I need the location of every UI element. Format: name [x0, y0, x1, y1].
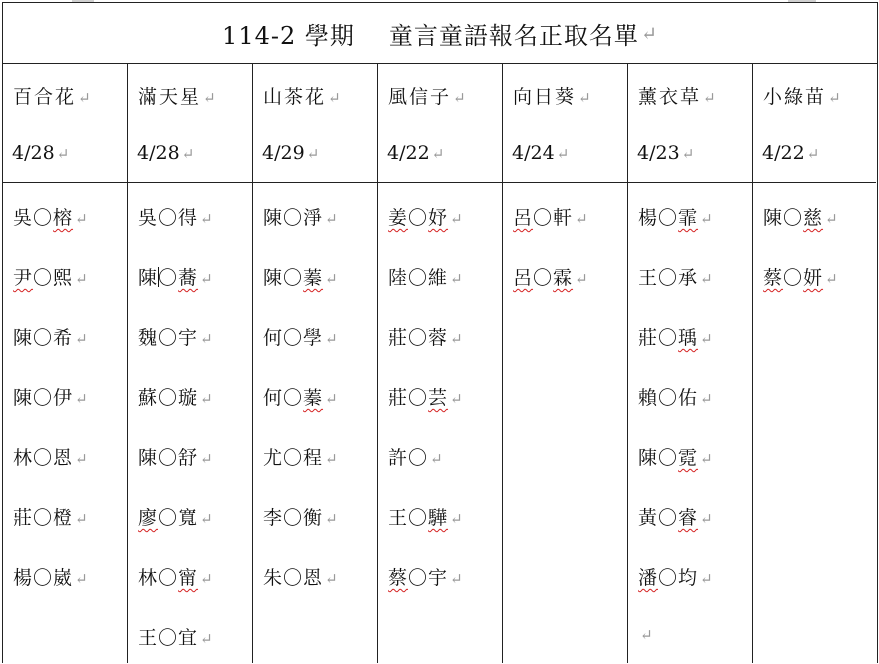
paragraph-mark-icon: ↵: [640, 21, 658, 45]
name-text: 〇熙: [33, 267, 74, 289]
paragraph-mark-icon: ↵: [200, 210, 214, 228]
student-name: [638, 263, 714, 290]
name-text: 林〇: [138, 567, 179, 589]
student-name: [388, 503, 464, 530]
spellcheck-flagged-char: 蓁: [303, 387, 324, 409]
spellcheck-flagged-char: 蔡: [388, 567, 409, 589]
name-text: 楊〇: [638, 207, 679, 229]
class-date: [12, 142, 69, 164]
name-text: 〇: [783, 267, 804, 289]
paragraph-mark-icon: ↵: [825, 270, 839, 288]
name-text: 〇軒: [533, 207, 574, 229]
name-text: 黃〇: [638, 507, 679, 529]
student-name: [13, 443, 89, 470]
student-name: [388, 383, 464, 410]
class-name-text: 小綠苗: [763, 86, 827, 108]
student-name: [388, 263, 464, 290]
name-text: 莊〇: [388, 387, 429, 409]
student-name: [263, 563, 339, 590]
paragraph-mark-icon: ↵: [431, 145, 445, 163]
name-text: 〇均: [658, 567, 699, 589]
name-text: 李〇衡: [263, 507, 324, 529]
paragraph-mark-icon: ↵: [75, 390, 89, 408]
name-text: 陳〇: [763, 207, 804, 229]
student-name: [638, 443, 714, 470]
student-name: [138, 323, 214, 350]
class-date: [137, 142, 194, 164]
student-name: [263, 383, 339, 410]
name-text: 〇寬: [158, 507, 199, 529]
class-name: [513, 82, 593, 109]
name-text: 〇: [533, 267, 554, 289]
paragraph-mark-icon: ↵: [75, 450, 89, 468]
name-text: 何〇學: [263, 327, 324, 349]
paragraph-mark-icon: ↵: [700, 570, 714, 588]
name-text: 魏〇宇: [138, 327, 199, 349]
student-name: [13, 203, 89, 230]
paragraph-mark-icon: ↵: [450, 510, 464, 528]
name-text: 〇宇: [408, 567, 449, 589]
paragraph-mark-icon: ↵: [700, 270, 714, 288]
paragraph-mark-icon: ↵: [75, 570, 89, 588]
class-date-text: 4/22: [387, 142, 430, 164]
name-text: 莊〇: [638, 327, 679, 349]
paragraph-mark-icon: ↵: [328, 89, 343, 107]
student-name: [13, 503, 89, 530]
paragraph-mark-icon: ↵: [575, 270, 589, 288]
name-text: 賴〇佑: [638, 387, 699, 409]
student-name: [263, 263, 339, 290]
name-text: 林〇恩: [13, 447, 74, 469]
paragraph-mark-icon: ↵: [325, 270, 339, 288]
paragraph-mark-icon: ↵: [825, 210, 839, 228]
paragraph-mark-icon: ↵: [75, 210, 89, 228]
class-date-text: 4/22: [762, 142, 805, 164]
name-text: 陳: [138, 267, 159, 289]
paragraph-mark-icon: ↵: [325, 330, 339, 348]
paragraph-mark-icon: ↵: [200, 330, 214, 348]
title-term: 114-2 學期: [222, 21, 355, 50]
student-name: [763, 263, 839, 290]
spellcheck-flagged-char: 呂: [513, 207, 534, 229]
student-name: [13, 563, 89, 590]
paragraph-mark-icon: ↵: [325, 390, 339, 408]
name-text: 〇: [158, 267, 179, 289]
student-name: [13, 323, 89, 350]
spellcheck-flagged-char: 芸: [428, 387, 449, 409]
student-name: [388, 203, 464, 230]
paragraph-mark-icon: ↵: [700, 330, 714, 348]
paragraph-mark-icon: ↵: [703, 89, 718, 107]
spellcheck-flagged-char: 妍: [803, 267, 824, 289]
paragraph-mark-icon: ↵: [575, 210, 589, 228]
class-header: [628, 63, 752, 183]
class-date: [262, 142, 319, 164]
class-column: [628, 63, 753, 663]
paragraph-mark-icon: ↵: [200, 510, 214, 528]
name-text: 尤〇程: [263, 447, 324, 469]
class-name-text: 向日葵: [513, 86, 577, 108]
student-name: [263, 443, 339, 470]
paragraph-mark-icon: ↵: [56, 145, 70, 163]
class-date-text: 4/24: [512, 142, 555, 164]
student-name: [13, 383, 89, 410]
class-header: [3, 63, 127, 183]
name-text: 吳〇得: [138, 207, 199, 229]
name-text: 陳〇舒: [138, 447, 199, 469]
student-name: [513, 263, 589, 290]
paragraph-mark-icon: ↵: [430, 450, 444, 468]
spellcheck-flagged-char: 廖: [138, 507, 159, 529]
paragraph-mark-icon: ↵: [325, 570, 339, 588]
class-name-text: 山茶花: [263, 86, 327, 108]
name-text: 朱〇恩: [263, 567, 324, 589]
paragraph-mark-icon: ↵: [200, 450, 214, 468]
class-name-text: 薰衣草: [638, 86, 702, 108]
student-name: [638, 203, 714, 230]
student-name: [138, 263, 214, 290]
student-name: [263, 503, 339, 530]
spellcheck-flagged-char: 慈: [803, 207, 824, 229]
name-text: 陳〇: [263, 267, 304, 289]
class-date: [387, 142, 444, 164]
student-name: [263, 323, 339, 350]
name-text: 陳〇希: [13, 327, 74, 349]
class-date-text: 4/29: [262, 142, 305, 164]
student-name: [638, 323, 714, 350]
class-header: [503, 63, 627, 183]
spellcheck-flagged-char: 霖: [553, 267, 574, 289]
class-name: [13, 82, 93, 109]
paragraph-mark-icon: ↵: [450, 390, 464, 408]
student-name: [388, 443, 444, 470]
paragraph-mark-icon: ↵: [640, 626, 654, 644]
name-text: 陸〇維: [388, 267, 449, 289]
spellcheck-flagged-char: 蓁: [303, 267, 324, 289]
paragraph-mark-icon: ↵: [700, 210, 714, 228]
class-column: [253, 63, 378, 663]
paragraph-mark-icon: ↵: [453, 89, 468, 107]
student-name: [13, 263, 89, 290]
student-name: [638, 503, 714, 530]
title-text: 童言童語報名正取名單: [388, 21, 639, 50]
student-name: [388, 323, 464, 350]
class-name-text: 百合花: [13, 86, 77, 108]
paragraph-mark-icon: ↵: [75, 510, 89, 528]
class-name: [138, 82, 218, 109]
paragraph-mark-icon: ↵: [806, 145, 820, 163]
class-header: [378, 63, 502, 183]
paragraph-mark-icon: ↵: [450, 330, 464, 348]
student-name: [138, 623, 214, 650]
name-text: 楊〇崴: [13, 567, 74, 589]
name-text: 許〇: [388, 447, 429, 469]
paragraph-mark-icon: ↵: [578, 89, 593, 107]
spellcheck-flagged-char: 睿: [678, 507, 699, 529]
paragraph-mark-icon: ↵: [681, 145, 695, 163]
paragraph-mark-icon: ↵: [200, 570, 214, 588]
spellcheck-flagged-char: 霏: [678, 207, 699, 229]
class-header: [753, 63, 876, 183]
class-date: [762, 142, 819, 164]
class-date: [512, 142, 569, 164]
paragraph-mark-icon: ↵: [306, 145, 320, 163]
paragraph-mark-icon: ↵: [200, 270, 214, 288]
student-name: [138, 443, 214, 470]
spellcheck-flagged-char: 瑀: [678, 327, 699, 349]
name-text: 莊〇蓉: [388, 327, 449, 349]
paragraph-mark-icon: ↵: [75, 270, 89, 288]
student-name: [763, 203, 839, 230]
paragraph-mark-icon: ↵: [325, 450, 339, 468]
spellcheck-flagged-char: 驊: [428, 507, 449, 529]
class-name: [263, 82, 343, 109]
student-name: [138, 203, 214, 230]
class-header: [253, 63, 377, 183]
student-name: [638, 563, 714, 590]
paragraph-mark-icon: ↵: [450, 270, 464, 288]
spellcheck-flagged-char: 甯: [178, 567, 199, 589]
student-name: [138, 383, 214, 410]
paragraph-mark-icon: ↵: [78, 89, 93, 107]
class-name-text: 滿天星: [138, 86, 202, 108]
student-name: [513, 203, 589, 230]
paragraph-mark-icon: ↵: [181, 145, 195, 163]
class-name: [388, 82, 468, 109]
name-text: 何〇: [263, 387, 304, 409]
class-column: [503, 63, 628, 663]
paragraph-mark-icon: ↵: [700, 450, 714, 468]
student-name: [638, 383, 714, 410]
class-date-text: 4/28: [137, 142, 180, 164]
class-date-text: 4/23: [637, 142, 680, 164]
spellcheck-flagged-char: 呂: [513, 267, 534, 289]
name-text: 王〇承: [638, 267, 699, 289]
class-header: [128, 63, 252, 183]
student-name: [263, 203, 339, 230]
student-name: [638, 623, 654, 645]
class-name: [638, 82, 718, 109]
paragraph-mark-icon: ↵: [325, 510, 339, 528]
roster-table: [2, 2, 878, 663]
spellcheck-flagged-char: 尹: [13, 267, 34, 289]
class-date: [637, 142, 694, 164]
name-text: 蘇〇璇: [138, 387, 199, 409]
student-name: [138, 503, 214, 530]
class-name: [763, 82, 843, 109]
name-text: 陳〇: [638, 447, 679, 469]
spellcheck-flagged-char: 蔡: [763, 267, 784, 289]
paragraph-mark-icon: ↵: [203, 89, 218, 107]
paragraph-mark-icon: ↵: [75, 330, 89, 348]
class-column: [128, 63, 253, 663]
name-text: 〇: [408, 207, 429, 229]
name-text: 王〇: [388, 507, 429, 529]
class-column: [753, 63, 876, 663]
spellcheck-flagged-char: 蕎: [178, 267, 199, 289]
class-name-text: 風信子: [388, 86, 452, 108]
paragraph-mark-icon: ↵: [700, 390, 714, 408]
paragraph-mark-icon: ↵: [700, 510, 714, 528]
paragraph-mark-icon: ↵: [556, 145, 570, 163]
name-text: 陳〇伊: [13, 387, 74, 409]
class-date-text: 4/28: [12, 142, 55, 164]
paragraph-mark-icon: ↵: [200, 390, 214, 408]
name-text: 吳〇: [13, 207, 54, 229]
student-name: [138, 563, 214, 590]
spellcheck-flagged-char: 潘: [638, 567, 659, 589]
paragraph-mark-icon: ↵: [828, 89, 843, 107]
class-column: [378, 63, 503, 663]
paragraph-mark-icon: ↵: [200, 630, 214, 648]
paragraph-mark-icon: ↵: [450, 570, 464, 588]
student-name: [388, 563, 464, 590]
spellcheck-flagged-char: 姜: [388, 207, 409, 229]
paragraph-mark-icon: ↵: [325, 210, 339, 228]
class-columns: [3, 63, 877, 663]
spellcheck-flagged-char: 妤: [428, 207, 449, 229]
spellcheck-flagged-char: 榕: [53, 207, 74, 229]
class-column: [3, 63, 128, 663]
name-text: 莊〇橙: [13, 507, 74, 529]
name-text: 王〇宜: [138, 627, 199, 649]
page-title: [3, 2, 877, 64]
spellcheck-flagged-char: 霓: [678, 447, 699, 469]
paragraph-mark-icon: ↵: [450, 210, 464, 228]
name-text: 陳〇淨: [263, 207, 324, 229]
